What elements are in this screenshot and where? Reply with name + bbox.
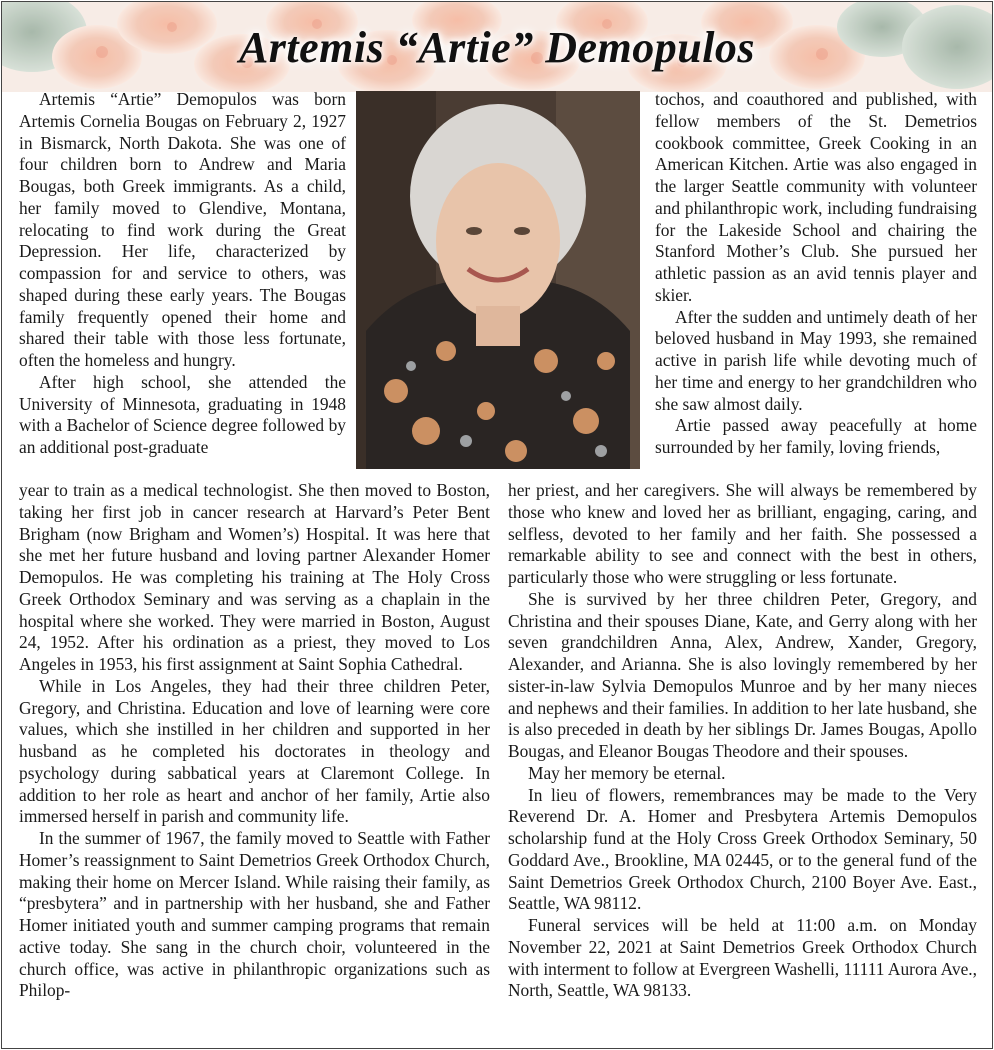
column-right-top — [655, 89, 977, 459]
paragraph-education-continued: year to train as a medical technologist. She then moved to Boston, taking her first job in cancer research at Harvard’s Peter Bent Brigham (now Brigham and Women’s) Hospital. It was here that she met her future husband and loving partner Alexander Homer Demopulos. He was completing his training at The Holy Cross Greek Orthodox Seminary and was serving as a chaplain in the hospital where she worked. They were married in Boston, August 24, 1952. After his ordination as a priest, they moved to Los Angeles in 1953, his first assignment at Saint Sophia Cathedral. — [19, 480, 490, 674]
paragraph-memory: May her memory be eternal. — [528, 762, 726, 783]
paragraph-los-angeles: While in Los Angeles, they had their three children Peter, Gregory, and Christina. Education and love of learning were core values, which she instilled in her children and supported in her husband as he completed his doctorates in theology and psychology during sabbatical years at Claremont College. In addition to her role as heart and anchor of her family, Artie also immersed herself in parish and community life. — [19, 675, 490, 827]
paragraph-passing-continued: her priest, and her caregivers. She will always be remembered by those who knew and loved her as brilliant, engaging, caring, and selfless, devoted to her family and her faith. She possessed a remarkable ability to see and connect with the best in others, particularly those who were struggling or less fortunate. — [508, 480, 977, 587]
paragraph-survivors: She is survived by her three children Peter, Gregory, and Christina and their spouses Diane, Kate, and Gerry along with her seven grandchildren Anna, Alex, Andrew, Xander, Gregory, Alexander, and Arianna. She is also lovingly remembered by her sister-in-law Sylvia Demopulos Munroe and by her many nieces and nephews and their families. In addition to her late husband, she is also preceded in death by her siblings Dr. James Bougas, Apollo Bougas, and Eleanor Bougas Theodore and their spouses. — [508, 588, 977, 761]
paragraph-passing: Artie passed away peacefully at home surrounded by her family, loving friends, — [655, 415, 977, 457]
page-title: Artemis “Artie” Demopulos — [238, 23, 756, 72]
paragraph-remembrances: In lieu of flowers, remembrances may be made to the Very Reverend Dr. A. Homer and Presbytera Artemis Demopulos scholarship fund at the Holy Cross Greek Orthodox Seminary, 50 Goddard Ave., Brookline, MA 02445, or to the general fund of the Saint Demetrios Greek Orthodox Church, 2100 Boyer Ave. East., Seattle, WA 98112. — [508, 784, 977, 914]
paragraph-seattle-continued: tochos, and coauthored and published, with fellow members of the St. Demetrios cookbook committee, Greek Cooking in an American Kitchen. Artie was also engaged in the larger Seattle community with volunteer and philanthropic work, including fundraising for the Lakeside School and chairing the Stanford Mother’s Club. She pursued her athletic passion as an avid tennis player and skier. — [655, 89, 977, 305]
obituary-body — [19, 89, 977, 1044]
column-left-bottom — [19, 480, 490, 1002]
paragraph-husband-death: After the sudden and untimely death of her beloved husband in May 1993, she remained active in parish life while devoting much of her time and energy to her grandchildren who she saw almost daily. — [655, 306, 977, 414]
floral-header — [2, 2, 992, 92]
paragraph-seattle: In the summer of 1967, the family moved to Seattle with Father Homer’s reassignment to Saint Demetrios Greek Orthodox Church, making their home on Mercer Island. While raising their family, as “presbytera” and in partnership with her husband, she and Father Homer initiated youth and summer camping programs that remain active today. She sang in the church choir, volunteered in the church office, was active in philanthropic organizations such as Philop- — [19, 828, 490, 1001]
column-left-top — [19, 89, 346, 459]
paragraph-birth: Artemis “Artie” Demopulos was born Artemis Cornelia Bougas on February 2, 1927 in Bismarck, North Dakota. She was one of four children born to Andrew and Maria Bougas, both Greek immigrants. As a child, her family moved to Glendive, Montana, relocating to find work during the Great Depression. Her life, characterized by compassion for and service to others, was shaped during these early years. The Bougas family frequently opened their home and shared their table with those less fortunate, often the homeless and hungry. — [19, 89, 346, 370]
paragraph-funeral: Funeral services will be held at 11:00 a.m. on Monday November 22, 2021 at Saint Demetrios Greek Orthodox Church with interment to follow at Evergreen Washelli, 11111 Aurora Ave., North, Seattle, WA 98133. — [508, 915, 977, 1001]
paragraph-education: After high school, she attended the University of Minnesota, graduating in 1948 with a Bachelor of Science degree followed by an additional post-graduate — [19, 371, 346, 457]
column-right-bottom — [508, 480, 977, 1002]
obituary-frame — [1, 1, 993, 1049]
